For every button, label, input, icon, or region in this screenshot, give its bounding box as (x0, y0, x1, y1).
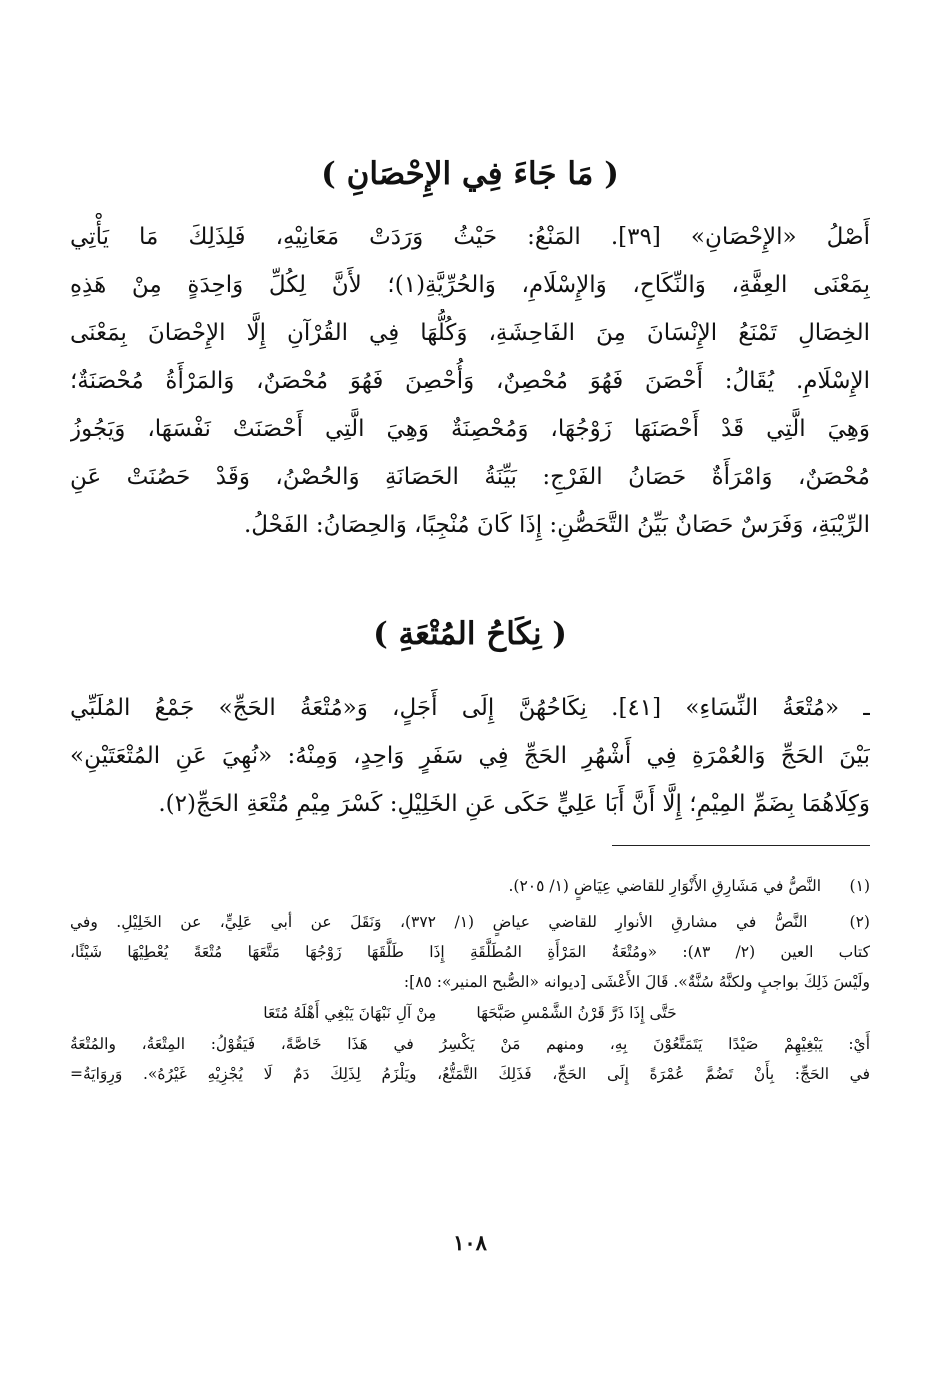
footnote-1 (70, 871, 870, 901)
section-heading-ihsan: ( مَا جَاءَ فِي الإِحْصَانِ ) (321, 156, 619, 192)
footnote-text: النَّصُّ في مَشَارِقِ الأَنْوَارِ للقاضي عِيَاضٍ (١/ ٢٠٥). (508, 877, 822, 895)
poetry-verse (70, 997, 870, 1029)
text-line: الرِّيْبَةِ، وَفَرَسٌ حَصَانٌ بَيِّنُ التَّحَصُّنِ: إِذَا كَانَ مُنْجِبًا، وَالحِصَانُ: الفَحْلُ. (243, 512, 870, 538)
section-heading-mutah: ( نِكَاحُ المُتْعَةِ ) (373, 616, 567, 652)
text-line: وَكِلَاهُمَا بِضَمِّ المِيْمِ؛ إِلَّا أَنَّ أَبَا عَلِيٍّ حَكَى عَنِ الخَلِيْلِ: كَسْرَ مِيْمِ مُتْعَةِ الحَجِّ(٢). (158, 791, 870, 817)
text-line: بِمَعْنَى العِفَّةِ، وَالنِّكَاحِ، وَالإِسْلَامِ، وَالحُرِّيَّةِ(١)؛ لأَنَّ لِكُلِّ وَاحِدَةٍ مِنْ هَذِهِ (70, 272, 870, 298)
footnote-text: النَّصُّ في مشارقِ الأنوارِ للقاضي عياضٍ (١/ ٣٧٢)، وَنَقَلَ عن أبي عَلِيٍّ، عن الخَلِيْلِ. وفي (70, 913, 808, 931)
book-page (70, 0, 870, 1374)
footnote-2 (70, 907, 870, 1089)
footnote-line (70, 907, 870, 937)
footnote-divider (612, 845, 870, 846)
text-line: أَصْلُ «الإِحْصَانِ» [٣٩]. المَنْعُ: حَيْثُ وَرَدَتْ مَعَانِيْهِ، فَلِذَلِكَ مَا يَأْتِي (70, 224, 870, 250)
verse-second-hemistich: مِنْ آلِ نَبْهَانَ يَبْغِي أَهْلَهُ مُتَعَا (263, 1004, 437, 1022)
text-line: الخِصَالِ تَمْنَعُ الإِنْسَانَ مِنَ الفَاحِشَةِ، وَكُلُّهَا فِي القُرْآنِ إِلَّا الإِحْصَانَ بِمَعْنَى (70, 320, 870, 346)
text-line: الإِسْلَامِ. يُقَالُ: أَحْصَنَ فَهُوَ مُحْصِنٌ، وَأُحْصِنَ فَهُوَ مُحْصَنٌ، وَالمَرْأَةُ مُحْصَنَةٌ؛ (70, 368, 870, 394)
footnote-line: في الحَجِّ: بِأَنْ تَضُمَّ عُمْرَةً إِلَى الحَجِّ، فَذَلِكَ التَّمَتُّعُ، ويَلْزَمُ لِذَلِكَ دَمٌ لَا يُجْزِيْهِ غَيْرُهُ». وَرِوَايَةُ= (70, 1065, 870, 1083)
footnote-number: (١) (849, 877, 870, 895)
footnote-line: ولَيْسَ ذَلِكَ بواجبٍ ولكنَّهُ سُنَّةٌ». قَالَ الأَعْشَى [ديوانه «الصُّبح المنير»: ٨٥]: (403, 973, 870, 991)
footnote-line: أَيْ: يَبْغِيْهِمْ صَيْدًا يَتَمَتَّعُوْنَ بِهِ، ومنهم مَنْ يَكْسِرُ في هَذَا خَاصَّةً، فَيَقُوْلُ: المِتْعَةُ، والمُتْعَةُ (70, 1035, 870, 1053)
footnote-number: (٢) (849, 913, 870, 931)
text-line: بَيْنَ الحَجِّ وَالعُمْرَةِ فِي أَشْهُرِ الحَجِّ فِي سَفَرٍ وَاحِدٍ، وَمِنْهُ: «نُهِيَ عَنِ المُتْعَتَيْنِ» (70, 743, 870, 769)
text-line: مُحْصَنٌ، وَامْرَأَةٌ حَصَانُ الفَرْجِ: بَيِّنَةُ الحَصَانَةِ وَالحُصْنُ، وَقَدْ حَصُنَتْ عَنِ (70, 464, 870, 490)
footnote-line (70, 871, 870, 901)
text-line: ـ «مُتْعَةُ النِّسَاءِ» [٤١]. نِكَاحُهُنَّ إِلَى أَجَلٍ، وَ«مُتْعَةُ الحَجِّ» جَمْعُ المُلَبِّي (70, 695, 870, 721)
paragraph-ihsan (70, 213, 870, 549)
text-line: وَهِيَ الَّتِي قَدْ أَحْصَنَهَا زَوْجُهَا، وَمُحْصِنَةٌ وَهِيَ الَّتِي أَحْصَنَتْ نَفْسَهَا، وَيَجُوزُ (70, 416, 870, 442)
verse-first-hemistich: حَتَّى إِذَا ذَرَّ قَرْنُ الشَّمْسِ صَبَّحَهَا (476, 1004, 677, 1022)
footnote-line: كتاب العين (٢/ ٨٣): «ومُتْعَةُ المَرْأَةِ المُطَلَّقَةِ إِذَا طَلَّقَهَا زَوْجُهَا مَتَّعَهَا مُتْعَةً يُعْطِيْهَا شَيْئًا، (70, 943, 870, 961)
page-number: ١٠٨ (453, 1230, 487, 1255)
paragraph-mutah (70, 684, 870, 828)
